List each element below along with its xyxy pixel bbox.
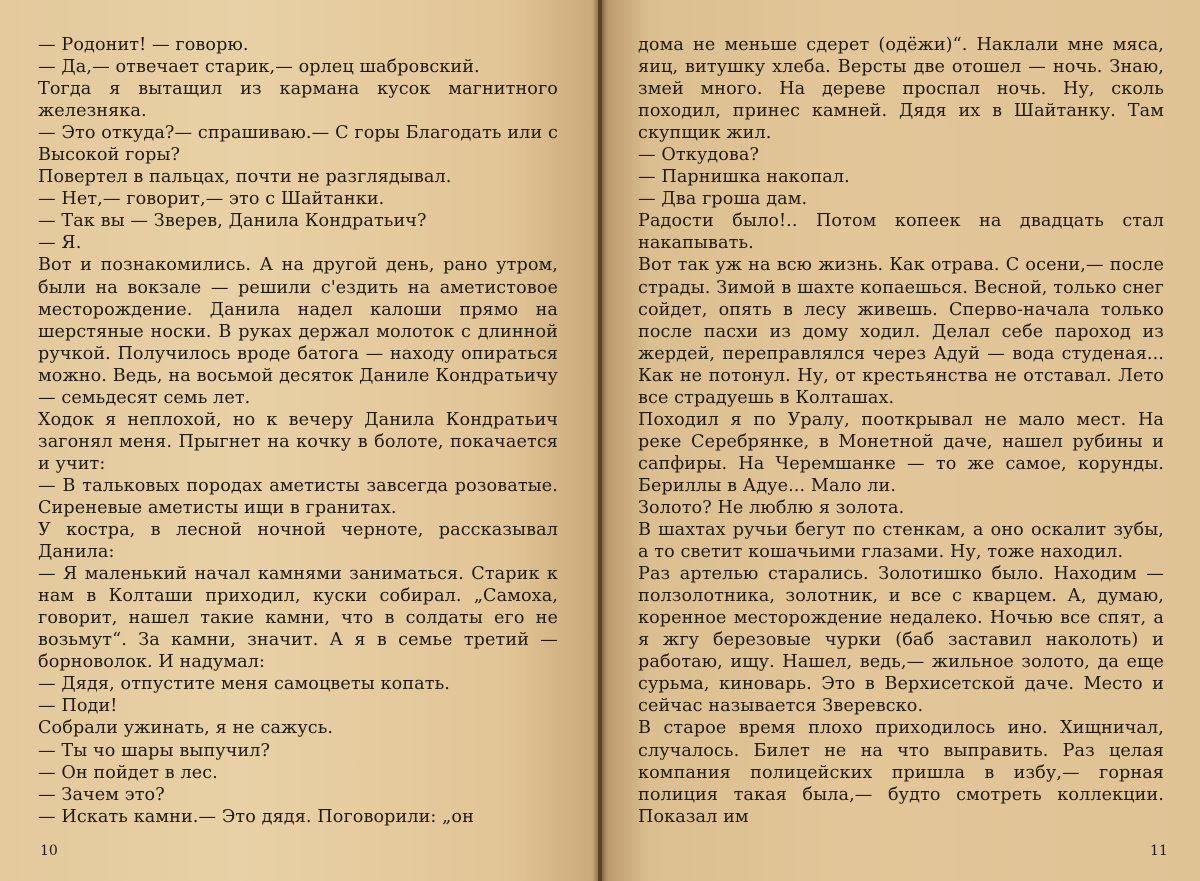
paragraph: — Я маленький начал камнями заниматься. Старик к нам в Колташи приходил, куски собирал. „Самоха, говорит, нашел такие камни, что в солдаты его не возьмут“. За камни, значит. А я в семье третий — борноволок. И надумал: xyxy=(38,564,558,673)
page-number: 11 xyxy=(1150,843,1168,859)
book-gutter xyxy=(592,0,608,881)
paragraph: — Он пойдет в лес. xyxy=(38,762,218,783)
left-page-text xyxy=(38,34,558,828)
paragraph: — Два гроша дам. xyxy=(638,189,808,210)
paragraph: — Поди! xyxy=(38,696,118,717)
paragraph: — Парнишка накопал. xyxy=(638,167,850,188)
paragraph: У костра, в лесной ночной черноте, рассказывал Данила: xyxy=(38,520,558,563)
paragraph: Золото? Не люблю я золота. xyxy=(638,497,905,518)
left-page xyxy=(0,0,598,881)
paragraph: — В тальковых породах аметисты завсегда розоватые. Сиреневые аметисты ищи в гранитах. xyxy=(38,475,558,518)
paragraph: — Родонит! — говорю. xyxy=(38,35,249,55)
paragraph-continuation: дома не меньше сдерет (одёжи)“. Наклали мне мяса, яиц, витушку хлеба. Версты две отошел — ночь. Знаю, змей много. На дереве проспал ночь. Ну, сколь походил, принес камней. Дядя их в Шайтанку. Там скупщик жил. xyxy=(638,35,1164,144)
paragraph: — Да,— отвечает старик,— орлец шабровский. xyxy=(38,57,480,78)
paragraph: Раз артелью старались. Золотишко было. Находим — ползолотника, золотник, и все с кварцем. А, думаю, коренное месторождение недалеко. Ночью все спят, а я жгу березовые чурки (баб заставил наколоть) и работаю, ищу. Нашел, ведь,— жильное золото, да еще сурьма, киноварь. Это в Верхисетской даче. Место и сейчас называется Зверевско. xyxy=(638,564,1164,717)
right-page xyxy=(602,0,1200,881)
paragraph: — Искать камни.— Это дядя. Поговорили: „он xyxy=(38,806,474,827)
paragraph: Собрали ужинать, я не сажусь. xyxy=(38,718,334,739)
paragraph: — Так вы — Зверев, Данила Кондратьич? xyxy=(38,211,427,232)
page-number: 10 xyxy=(40,843,58,859)
paragraph: — Ты чо шары выпучил? xyxy=(38,740,271,761)
paragraph: — Дядя, отпустите меня самоцветы копать. xyxy=(38,674,450,695)
paragraph: Повертел в пальцах, почти не разглядывал. xyxy=(38,167,452,188)
paragraph: Вот и познакомились. А на другой день, рано утром, были на вокзале — решили с'ездить на аметистовое месторождение. Данила надел калоши прямо на шерстяные носки. В руках держал молоток с длинной ручкой. Получилось вроде батога — находу опираться можно. Ведь, на восьмой десяток Даниле Кондратьичу — семьдесят семь лет. xyxy=(38,255,558,408)
paragraph: — Нет,— говорит,— это с Шайтанки. xyxy=(38,189,385,210)
paragraph: Походил я по Уралу, пооткрывал не мало мест. На реке Серебрянке, в Монетной даче, нашел рубины и сапфиры. На Черемшанке — то же самое, корунды. Бериллы в Адуе... Мало ли. xyxy=(638,409,1164,496)
paragraph: — Зачем это? xyxy=(38,784,165,805)
paragraph: В старое время плохо приходилось ино. Хищничал, случалось. Билет не на что выправить. Раз целая компания полицейских пришла в избу,— горная полиция такая была,— будто смотреть коллекции. Показал им xyxy=(638,718,1164,827)
paragraph: Радости было!.. Потом копеек на двадцать стал накапывать. xyxy=(638,211,1164,254)
paragraph: Тогда я вытащил из кармана кусок магнитного железняка. xyxy=(38,79,558,122)
paragraph: В шахтах ручьи бегут по стенкам, а оно оскалит зубы, а то светит кошачьими глазами. Ну, тоже находил. xyxy=(638,520,1164,563)
paragraph: — Я. xyxy=(38,233,82,254)
right-page-text xyxy=(638,34,1164,828)
paragraph: Вот так уж на всю жизнь. Как отрава. С осени,— после страды. Зимой в шахте копаешься. Весной, только снег сойдет, опять в лесу живешь. Сперво-начала только после пасхи из дому ходил. Делал себе пароход из жердей, переправлялся через Адуй — вода студеная... Как не потонул. Ну, от крестьянства не отставал. Лето все страдуешь в Колташах. xyxy=(638,255,1164,408)
paragraph: — Откудова? xyxy=(638,145,760,166)
paragraph: Ходок я неплохой, но к вечеру Данила Кондратьич загонял меня. Прыгнет на кочку в болоте, покачается и учит: xyxy=(38,409,558,474)
paragraph: — Это откуда?— спрашиваю.— С горы Благодать или с Высокой горы? xyxy=(38,123,558,166)
